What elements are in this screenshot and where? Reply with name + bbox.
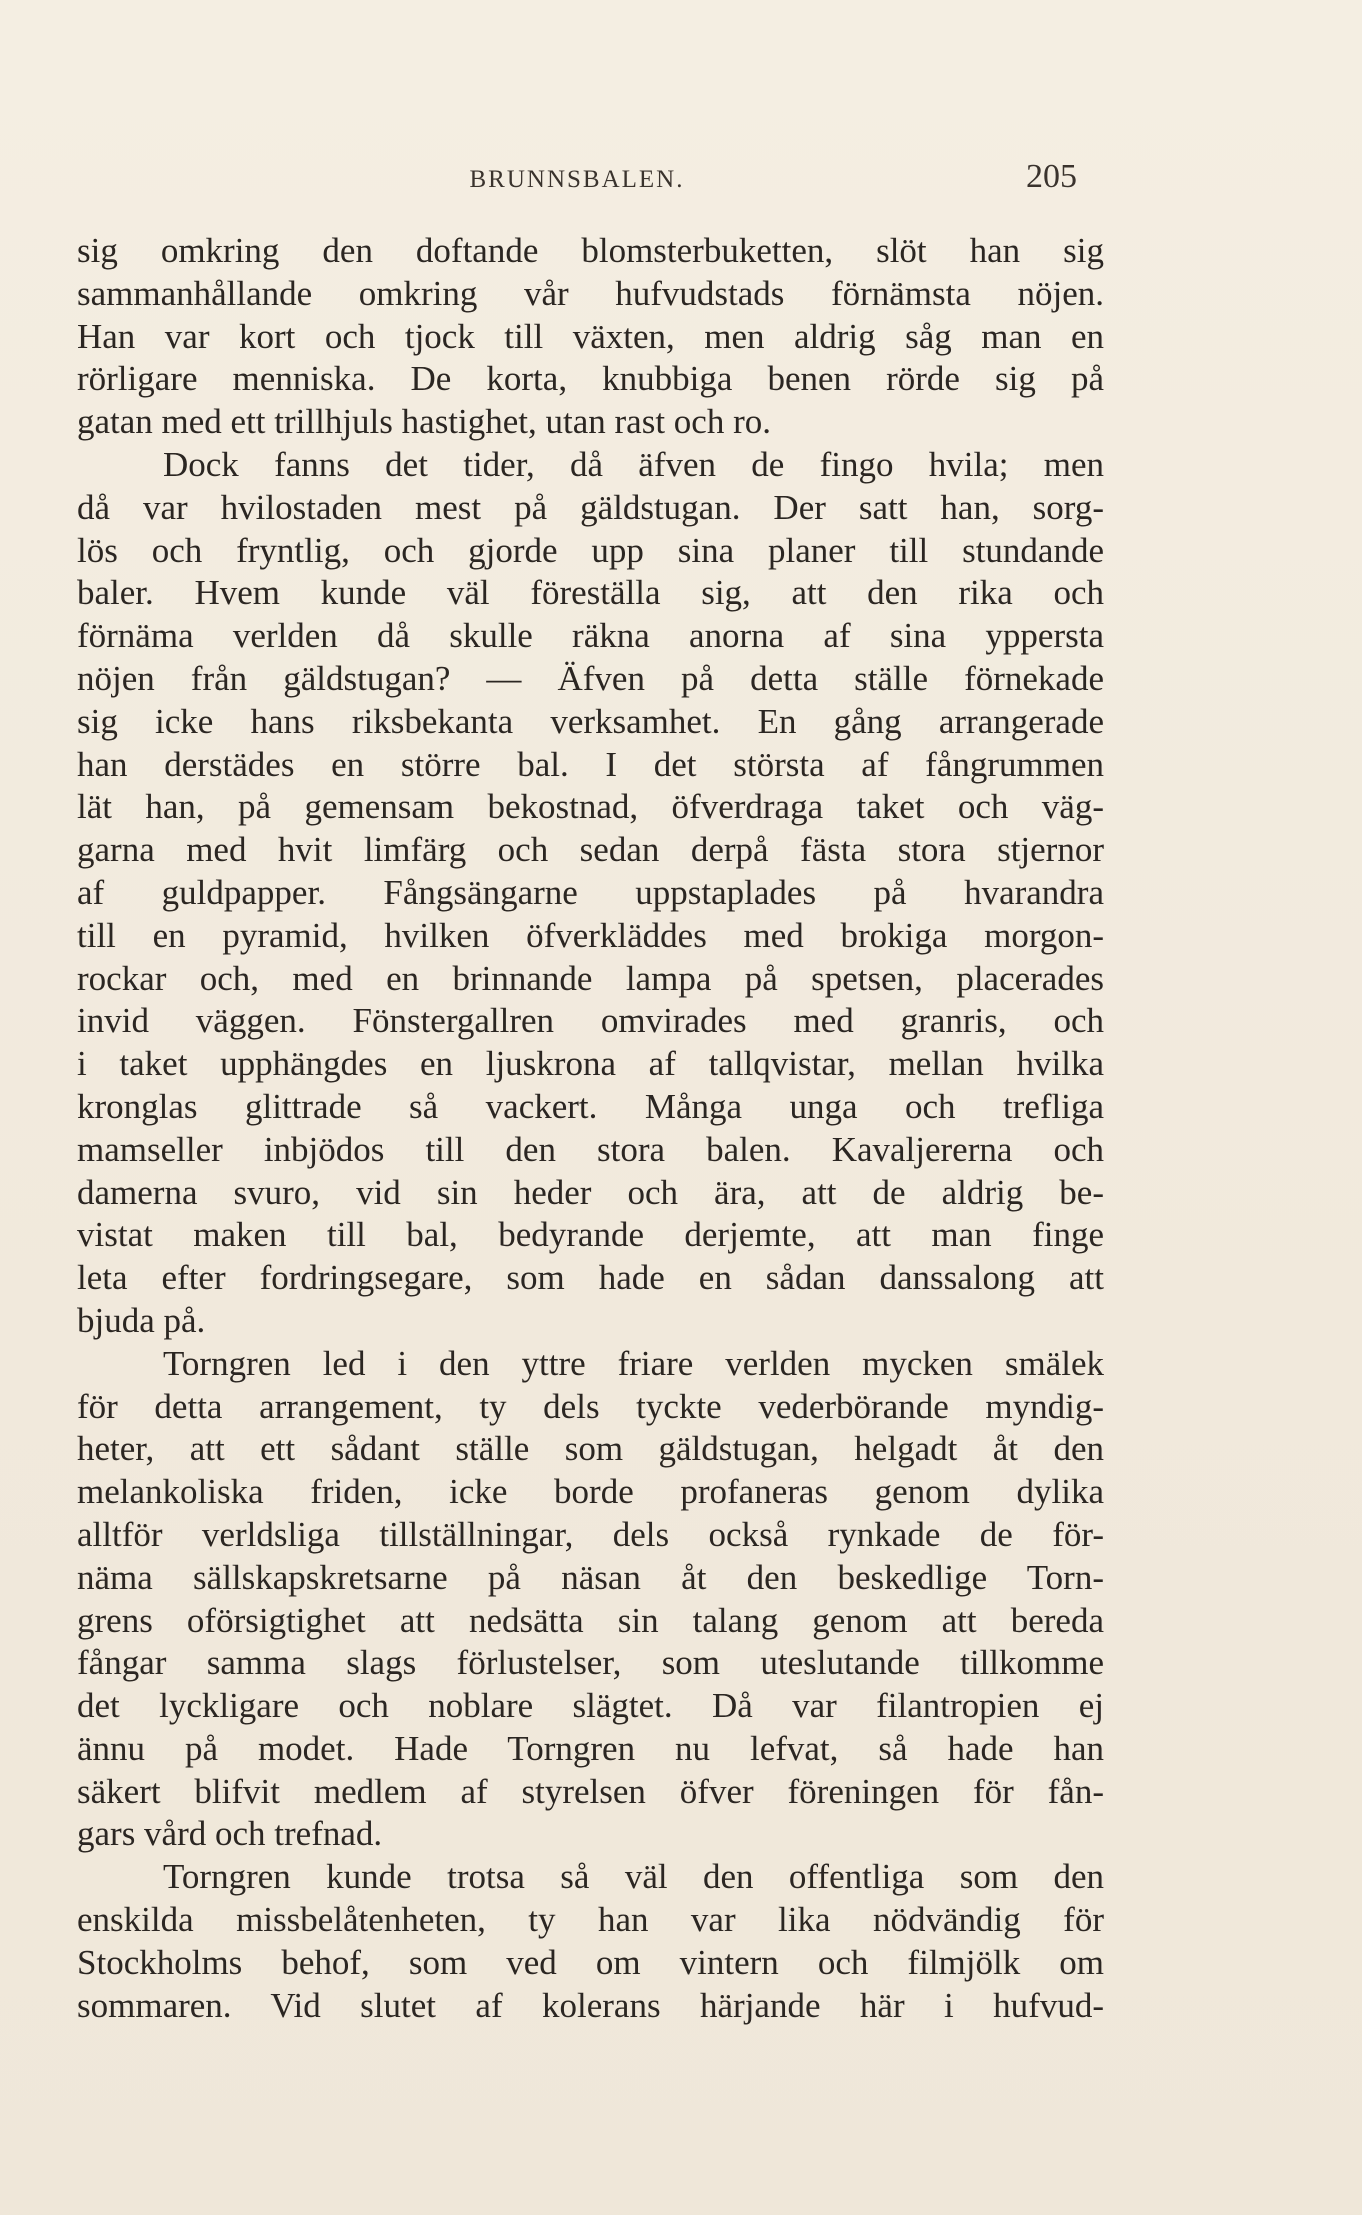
text-line: lät han, på gemensam bekostnad, öfverdraga taket och väg- — [77, 787, 1104, 827]
text-line: sig icke hans riksbekanta verksamhet. En gång arrangerade — [77, 701, 1104, 741]
text-line: heter, att ett sådant ställe som gäldstugan, helgadt åt den — [77, 1429, 1104, 1469]
text-line: förnäma verlden då skulle räkna anorna af sina yppersta — [77, 616, 1104, 656]
text-line: leta efter fordringsegare, som hade en sådan danssalong att — [77, 1258, 1104, 1298]
text-line: Torngren kunde trotsa så väl den offentliga som den — [163, 1857, 1104, 1897]
text-line: vistat maken till bal, bedyrande derjemte, att man finge — [77, 1215, 1104, 1255]
text-line: fångar samma slags förlustelser, som uteslutande tillkomme — [77, 1643, 1104, 1683]
text-line: det lyckligare och noblare slägtet. Då var filantropien ej — [77, 1686, 1104, 1726]
text-line: han derstädes en större bal. I det största af fångrummen — [77, 744, 1104, 784]
text-line: damerna svuro, vid sin heder och ära, att de aldrig be- — [77, 1172, 1104, 1212]
text-line: nöjen från gäldstugan? — Äfven på detta ställe förnekade — [77, 658, 1104, 698]
text-line: för detta arrangement, ty dels tyckte vederbörande myndig- — [77, 1386, 1104, 1426]
text-line: garna med hvit limfärg och sedan derpå fästa stora stjernor — [77, 830, 1104, 870]
text-line: alltför verldsliga tillställningar, dels också rynkade de för- — [77, 1514, 1104, 1554]
running-head — [77, 158, 1077, 202]
page-number: 205 — [1026, 158, 1077, 195]
text-line: rörligare menniska. De korta, knubbiga benen rörde sig på — [77, 359, 1104, 399]
text-line: af guldpapper. Fångsängarne uppstaplades på hvarandra — [77, 872, 1104, 912]
text-line: gars vård och trefnad. — [77, 1814, 383, 1854]
text-line: Dock fanns det tider, då äfven de fingo hvila; men — [163, 444, 1104, 484]
text-line: sommaren. Vid slutet af kolerans härjande här i hufvud- — [77, 1985, 1104, 2025]
text-line: invid väggen. Fönstergallren omvirades med granris, och — [77, 1001, 1104, 1041]
text-line: ännu på modet. Hade Torngren nu lefvat, så hade han — [77, 1728, 1104, 1768]
text-line: gatan med ett trillhjuls hastighet, utan rast och ro. — [77, 402, 772, 442]
text-line: kronglas glittrade så vackert. Många unga och trefliga — [77, 1086, 1104, 1126]
text-line: mamseller inbjödos till den stora balen. Kavaljererna och — [77, 1129, 1104, 1169]
text-line: säkert blifvit medlem af styrelsen öfver föreningen för fån- — [77, 1771, 1104, 1811]
text-line: sig omkring den doftande blomsterbuketten, slöt han sig — [77, 231, 1104, 270]
text-line: rockar och, med en brinnande lampa på spetsen, placerades — [77, 958, 1104, 998]
text-line: sammanhållande omkring vår hufvudstads förnämsta nöjen. — [77, 273, 1104, 313]
text-line: baler. Hvem kunde väl föreställa sig, att den rika och — [77, 573, 1104, 613]
text-line: till en pyramid, hvilken öfverkläddes med brokiga morgon- — [77, 915, 1104, 955]
running-head-title: BRUNNSBALEN. — [469, 166, 685, 193]
text-line: näma sällskapskretsarne på näsan åt den beskedlige Torn- — [77, 1557, 1104, 1597]
text-line: Torngren led i den yttre friare verlden mycken smälek — [163, 1343, 1104, 1383]
text-line: enskilda missbelåtenheten, ty han var lika nödvändig för — [77, 1900, 1104, 1940]
text-line: melankoliska friden, icke borde profaneras genom dylika — [77, 1472, 1104, 1512]
text-line: Stockholms behof, som ved om vintern och filmjölk om — [77, 1942, 1104, 1982]
text-line: i taket upphängdes en ljuskrona af tallqvistar, mellan hvilka — [77, 1044, 1104, 1084]
text-line: grens oförsigtighet att nedsätta sin talang genom att bereda — [77, 1600, 1104, 1640]
body-text — [77, 230, 1104, 2027]
text-line: Han var kort och tjock till växten, men aldrig såg man en — [77, 316, 1104, 356]
text-line: då var hvilostaden mest på gäldstugan. Der satt han, sorg- — [77, 487, 1104, 527]
text-line: bjuda på. — [77, 1300, 206, 1340]
text-line: lös och fryntlig, och gjorde upp sina planer till stundande — [77, 530, 1104, 570]
